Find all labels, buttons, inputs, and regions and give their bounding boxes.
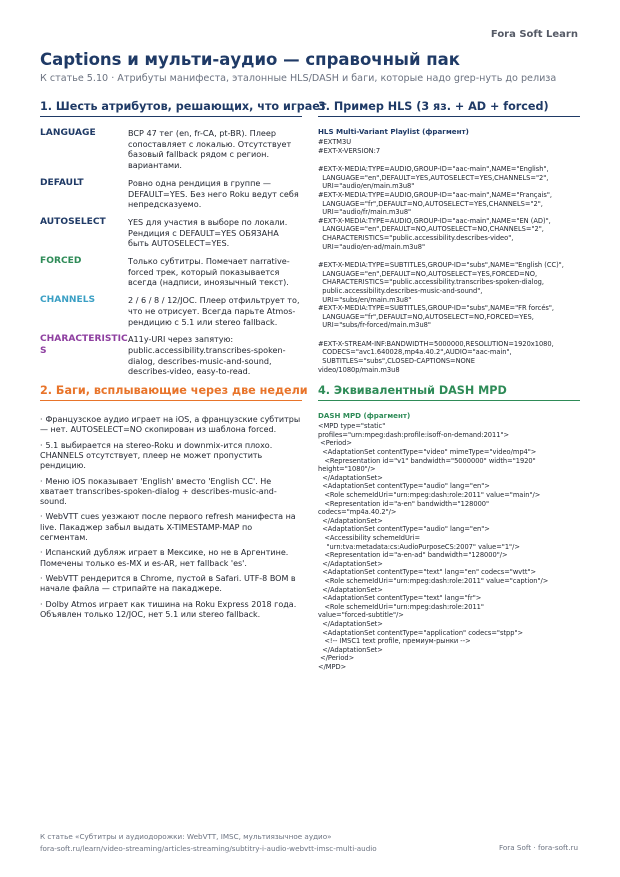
brand-label: Fora Soft Learn (490, 29, 578, 40)
attribute-name: FORCED (40, 256, 82, 267)
attribute-row (40, 128, 302, 171)
attribute-row (40, 178, 302, 210)
bug-item (40, 441, 302, 472)
attribute-description: 2 / 6 / 8 / 12/JOC. Плеер отфильтрует то, что не отрисует. Всегда парьте Atmos-рендицию с 5.1 или stereo fallback. (128, 295, 300, 327)
bullet-icon: · (40, 599, 43, 609)
attribute-row (40, 256, 302, 288)
bug-item (40, 600, 302, 621)
dash-code-block: <MPD type="static" profiles="urn:mpeg:dash:profile:isoff-on-demand:2011"> <Period> <AdaptationSet contentType="video" mimeType="video/mp4"> <Representation id="v1" bandwidth="5000000" width="1920" height="1080"/> </AdaptationSet> <AdaptationSet contentType="audio" lang="en"> <Role schemeIdUri="urn:mpeg:dash:role:2011" value="main"/> <Representation id="a-en" bandwidth="128000" codecs="mp4a.40.2"/> </AdaptationSet> <AdaptationSet contentType="audio" lang="en"> <Accessibility schemeIdUri= "urn:tva:metadata:cs:AudioPurposeCS:2007" value="1"/> <Representation id="a-en-ad" bandwidth="128000"/> </AdaptationSet> <AdaptationSet contentType="text" lang="en" codecs="wvtt"> <Role schemeIdUri="urn:mpeg:dash:role:2011" value="caption"/> </AdaptationSet> <AdaptationSet contentType="text" lang="fr"> <Role schemeIdUri="urn:mpeg:dash:role:2011" value="forced-subtitle"/> </AdaptationSet> <AdaptationSet contentType="application" codecs="stpp"> <!-- IMSC1 text profile, премиум-рынки --> </AdaptationSet> </Period> </MPD> (318, 422, 549, 671)
section-3-heading: 3. Пример HLS (3 яз. + AD + forced) (318, 100, 580, 117)
bug-text: WebVTT cues уезжают после первого refresh манифеста на live. Пакаджер забыл выдать X-TIMESTAMP-MAP по сегментам. (40, 512, 296, 543)
bug-text: 5.1 выбирается на stereo-Roku и downmix-ится плохо. CHANNELS отсутствует, плеер не может пропустить рендицию. (40, 440, 273, 471)
attribute-description: YES для участия в выборе по локали. Рендиция с DEFAULT=YES ОБЯЗАНА быть AUTOSELECT=YES. (128, 216, 288, 249)
left-column (40, 100, 327, 625)
attribute-row (40, 334, 302, 377)
bug-text: Меню iOS показывает 'English' вместо 'English CC'. Не хватает transcribes-spoken-dialog + describes-music-and-sound. (40, 476, 277, 507)
attribute-description: A11y-URI через запятую: public.accessibility.transcribes-spoken-dialog, describes-music-and-sound, describes-video, easy-to-read. (128, 334, 286, 377)
bullet-icon: · (40, 415, 43, 425)
hls-code-block: #EXT-X-MEDIA:TYPE=AUDIO,GROUP-ID="aac-main",NAME="English", LANGUAGE="en",DEFAULT=YES,AUTOSELECT=YES,CHANNELS="2", URI="audio/en/main.m3u8" #EXT-X-MEDIA:TYPE=AUDIO,GROUP-ID="aac-main",NAME="Français", LANGUAGE="fr",DEFAULT=NO,AUTOSELECT=YES,CHANNELS="2", URI="audio/fr/main.m3u8" #EXT-X-MEDIA:TYPE=AUDIO,GROUP-ID="aac-main",NAME="EN (AD)", LANGUAGE="en",DEFAULT=NO,AUTOSELECT=NO,CHANNELS="2", CHARACTERISTICS="public.accessibility.describes-video", URI="audio/en-ad/main.m3u8" (318, 165, 552, 251)
attribute-name: AUTOSELECT (40, 216, 106, 227)
hls-code-block: #EXT-X-STREAM-INF:BANDWIDTH=5000000,RESOLUTION=1920x1080, CODECS="avc1.640028,mp4a.40.2",AUDIO="aac-main", SUBTITLES="subs",CLOSED-CAPTIONS=NONE video/1080p/main.m3u8 (318, 339, 554, 374)
footer-article-url[interactable]: fora-soft.ru/learn/video-streaming/articles-streaming/subtitry-i-audio-webvtt-imsc-multi-audio (40, 844, 377, 853)
section-4-heading: 4. Эквивалентный DASH MPD (318, 384, 580, 401)
bullet-icon: · (40, 476, 43, 486)
section-1-heading: 1. Шесть атрибутов, решающих, что играет (40, 100, 302, 117)
page-subtitle: К статье 5.10 · Атрибуты манифеста, эталонные HLS/DASH и баги, которые надо grep-нуть до релиза (40, 73, 557, 84)
bug-text: Dolby Atmos играет как тишина на Roku Express 2018 года. Объявлен только 12/JOC, нет 5.1 или stereo fallback. (40, 599, 297, 619)
bug-item (40, 477, 302, 508)
hls-code-block: #EXTM3U #EXT-X-VERSION:7 (318, 138, 381, 155)
hls-code-block: #EXT-X-MEDIA:TYPE=SUBTITLES,GROUP-ID="subs",NAME="English (CC)", LANGUAGE="en",DEFAULT=NO,AUTOSELECT=YES,FORCED=NO, CHARACTERISTICS="public.accessibility.transcribes-spoken-dialog, public.accessibility.describes-music-and-sound", URI="subs/en/main.m3u8" #EXT-X-MEDIA:TYPE=SUBTITLES,GROUP-ID="subs",NAME="FR forcés", LANGUAGE="fr",DEFAULT=NO,AUTOSELECT=NO,FORCED=YES, URI="subs/fr-forced/main.m3u8" (318, 261, 564, 330)
footer-article-title: К статье «Субтитры и аудиодорожки: WebVTT, IMSC, мультиязычное аудио» (40, 832, 332, 841)
bullet-icon: · (40, 440, 43, 450)
section-2-heading: 2. Баги, всплывающие через две недели (40, 384, 302, 401)
page-title: Captions и мульти-аудио — справочный пак (40, 50, 460, 69)
attribute-description: BCP 47 тег (en, fr-CA, pt-BR). Плеер сопоставляет с локалью. Отсутствует базовый fallback рядом с регион. вариантами. (128, 128, 292, 171)
right-column (318, 100, 580, 671)
attribute-name: CHARACTERISTICS (40, 334, 128, 356)
attribute-description: Ровно одна рендиция в группе — DEFAULT=YES. Без него Roku ведут себя непредсказуемо. (128, 177, 299, 210)
bullet-icon: · (40, 548, 43, 558)
bug-item (40, 548, 302, 569)
attribute-name: CHANNELS (40, 295, 96, 306)
bug-item (40, 574, 302, 595)
bug-item (40, 512, 302, 543)
attribute-row (40, 295, 302, 327)
attribute-description: Только субтитры. Помечает narrative-forced трек, который показывается всегда (надписи, иноязычный текст). (128, 256, 290, 288)
attribute-name: LANGUAGE (40, 128, 96, 138)
footer-brand: Fora Soft · fora-soft.ru (499, 843, 578, 852)
bug-text: Испанский дубляж играет в Мексике, но не в Аргентине. Помечены только es-MX и es-AR, нет fallback 'es'. (40, 548, 289, 568)
bug-item (40, 415, 302, 436)
bug-text: WebVTT рендерится в Chrome, пустой в Safari. UTF-8 BOM в начале файла — стрипайте на пакаджере. (40, 573, 296, 594)
bullet-icon: · (40, 573, 43, 583)
bug-list (40, 415, 302, 620)
bug-text: Французское аудио играет на iOS, а французские субтитры — нет. AUTOSELECT=NO скопирован из шаблона forced. (40, 415, 301, 435)
bullet-icon: · (40, 512, 43, 522)
footer-source (40, 831, 377, 855)
hls-code-title: HLS Multi-Variant Playlist (фрагмент) (318, 127, 469, 136)
attribute-row (40, 217, 302, 249)
attribute-list (40, 128, 302, 377)
dash-code-title: DASH MPD (фрагмент) (318, 411, 411, 421)
attribute-name: DEFAULT (40, 177, 84, 188)
